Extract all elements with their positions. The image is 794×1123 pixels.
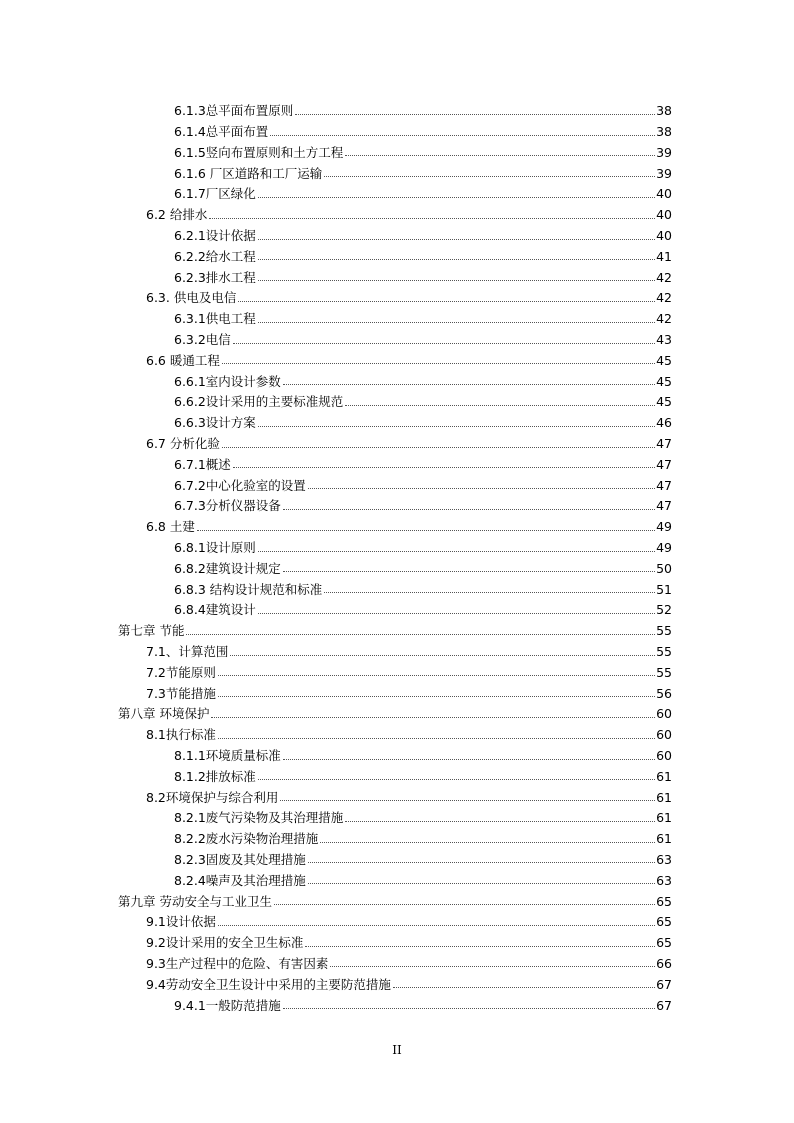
toc-entry-title: 6.3. 供电及电信 xyxy=(146,290,237,306)
toc-entry-title: 6.1.5竖向布置原则和土方工程 xyxy=(174,144,344,160)
toc-entry-title: 9.3生产过程中的危险、有害因素 xyxy=(146,955,329,971)
toc-entry-title: 6.1.4总平面布置 xyxy=(174,124,269,140)
page-number: II xyxy=(392,1043,402,1057)
toc-entry-title: 6.7.3分析仪器设备 xyxy=(174,498,281,514)
toc-entry-page: 41 xyxy=(656,248,672,264)
toc-entry-page: 42 xyxy=(656,311,672,327)
toc-entry-page: 61 xyxy=(656,789,672,805)
toc-entry[interactable] xyxy=(0,243,794,264)
toc-entry-title: 6.6.2设计采用的主要标准规范 xyxy=(174,394,344,410)
toc-entry-page: 65 xyxy=(656,914,672,930)
dot-leader xyxy=(222,363,655,364)
toc-entry-page: 46 xyxy=(656,415,672,431)
toc-entry[interactable] xyxy=(0,534,794,555)
toc-entry-title: 6.1.3总平面布置原则 xyxy=(174,103,294,119)
toc-entry-title: 8.2.4噪声及其治理措施 xyxy=(174,872,306,888)
toc-entry[interactable] xyxy=(0,513,794,534)
toc-entry[interactable] xyxy=(0,638,794,659)
toc-entry[interactable] xyxy=(0,201,794,222)
dot-leader xyxy=(305,946,655,947)
toc-entry-title: 6.6.1室内设计参数 xyxy=(174,373,281,389)
toc-entry-title: 6.3.1供电工程 xyxy=(174,311,256,327)
toc-entry[interactable] xyxy=(0,284,794,305)
toc-entry-page: 40 xyxy=(656,186,672,202)
table-of-contents xyxy=(0,97,794,1012)
toc-entry-page: 38 xyxy=(656,124,672,140)
toc-entry-page: 63 xyxy=(656,851,672,867)
toc-entry-page: 51 xyxy=(656,581,672,597)
toc-entry[interactable] xyxy=(0,700,794,721)
dot-leader xyxy=(330,966,655,967)
dot-leader xyxy=(218,675,655,676)
dot-leader xyxy=(258,259,655,260)
toc-entry[interactable] xyxy=(0,659,794,680)
toc-entry-title: 9.2设计采用的安全卫生标准 xyxy=(146,935,304,951)
toc-entry[interactable] xyxy=(0,139,794,160)
toc-entry[interactable] xyxy=(0,825,794,846)
toc-entry-title: 6.8.1设计原则 xyxy=(174,540,256,556)
toc-entry[interactable] xyxy=(0,887,794,908)
dot-leader xyxy=(233,467,655,468)
toc-entry-page: 63 xyxy=(656,872,672,888)
toc-entry-title: 7.2节能原则 xyxy=(146,664,216,680)
dot-leader xyxy=(211,717,655,718)
toc-entry[interactable] xyxy=(0,97,794,118)
dot-leader xyxy=(186,634,655,635)
toc-entry-page: 60 xyxy=(656,748,672,763)
toc-entry[interactable] xyxy=(0,575,794,596)
toc-entry[interactable] xyxy=(0,159,794,180)
toc-entry[interactable] xyxy=(0,222,794,243)
toc-entry-title: 6.2.2给水工程 xyxy=(174,248,256,264)
dot-leader xyxy=(280,800,655,801)
toc-entry[interactable] xyxy=(0,929,794,950)
toc-entry-title: 9.4劳动安全卫生设计中采用的主要防范措施 xyxy=(146,976,391,992)
toc-entry[interactable] xyxy=(0,617,794,638)
dot-leader xyxy=(258,613,655,614)
toc-entry-page: 56 xyxy=(656,685,672,701)
dot-leader xyxy=(283,571,655,572)
toc-entry-page: 67 xyxy=(656,976,672,992)
toc-entry-page: 40 xyxy=(656,228,672,244)
toc-entry-title: 6.1.6 厂区道路和工厂运输 xyxy=(174,165,323,181)
dot-leader xyxy=(345,821,655,822)
toc-entry-title: 8.2.3固废及其处理措施 xyxy=(174,851,306,867)
toc-entry-page: 67 xyxy=(656,997,672,1013)
toc-entry-title: 6.1.7厂区绿化 xyxy=(174,186,256,202)
toc-entry-page: 47 xyxy=(656,436,672,452)
toc-entry-page: 47 xyxy=(656,456,672,472)
toc-entry-page: 38 xyxy=(656,103,672,119)
dot-leader xyxy=(393,987,655,988)
toc-entry-title: 第七章 节能 xyxy=(118,623,185,639)
toc-entry-title: 8.1.1环境质量标准 xyxy=(174,748,281,763)
dot-leader xyxy=(222,447,655,448)
toc-entry-title: 6.8.4建筑设计 xyxy=(174,602,256,618)
dot-leader xyxy=(345,155,655,156)
dot-leader xyxy=(283,509,655,510)
dot-leader xyxy=(218,696,655,697)
toc-entry-page: 47 xyxy=(656,498,672,514)
toc-entry-page: 40 xyxy=(656,207,672,223)
dot-leader xyxy=(308,488,655,489)
dot-leader xyxy=(308,883,655,884)
toc-entry-title: 6.8.3 结构设计规范和标准 xyxy=(174,581,323,597)
toc-entry-page: 61 xyxy=(656,768,672,784)
toc-entry-page: 43 xyxy=(656,332,672,348)
dot-leader xyxy=(258,239,655,240)
dot-leader xyxy=(258,197,655,198)
toc-entry-title: 8.1执行标准 xyxy=(146,727,216,743)
toc-entry-page: 49 xyxy=(656,540,672,556)
dot-leader xyxy=(258,779,655,780)
toc-entry-page: 55 xyxy=(656,644,672,660)
toc-entry-page: 55 xyxy=(656,664,672,680)
toc-entry-title: 9.1设计依据 xyxy=(146,914,216,930)
toc-entry-title: 6.8 土建 xyxy=(146,519,195,535)
toc-entry-title: 7.3节能措施 xyxy=(146,685,216,701)
dot-leader xyxy=(320,842,655,843)
toc-entry[interactable] xyxy=(0,263,794,284)
toc-entry[interactable] xyxy=(0,118,794,139)
toc-entry-title: 6.2.3排水工程 xyxy=(174,269,256,285)
dot-leader xyxy=(283,384,655,385)
toc-entry-title: 8.2环境保护与综合利用 xyxy=(146,789,279,805)
dot-leader xyxy=(258,280,655,281)
toc-entry-page: 65 xyxy=(656,935,672,951)
dot-leader xyxy=(345,405,655,406)
toc-entry[interactable] xyxy=(0,555,794,576)
toc-entry-page: 52 xyxy=(656,602,672,618)
toc-entry-page: 47 xyxy=(656,477,672,493)
toc-entry-title: 6.2 给排水 xyxy=(146,207,208,223)
toc-entry-page: 42 xyxy=(656,269,672,285)
toc-entry[interactable] xyxy=(0,679,794,700)
dot-leader xyxy=(258,426,655,427)
toc-entry[interactable] xyxy=(0,451,794,472)
toc-entry[interactable] xyxy=(0,970,794,991)
dot-leader xyxy=(218,738,655,739)
toc-entry[interactable] xyxy=(0,180,794,201)
dot-leader xyxy=(218,925,655,926)
toc-entry-title: 8.1.2排放标准 xyxy=(174,768,256,784)
dot-leader xyxy=(324,592,655,593)
toc-entry-page: 42 xyxy=(656,290,672,306)
toc-entry[interactable] xyxy=(0,347,794,368)
toc-entry[interactable] xyxy=(0,388,794,409)
toc-entry[interactable] xyxy=(0,409,794,430)
dot-leader xyxy=(324,176,655,177)
dot-leader xyxy=(258,551,655,552)
toc-entry[interactable] xyxy=(0,596,794,617)
toc-entry-page: 55 xyxy=(656,623,672,639)
toc-entry[interactable] xyxy=(0,471,794,492)
toc-entry-title: 8.2.1废气污染物及其治理措施 xyxy=(174,810,344,826)
dot-leader xyxy=(270,135,655,136)
dot-leader xyxy=(295,114,655,115)
dot-leader xyxy=(308,862,655,863)
toc-entry-page: 39 xyxy=(656,144,672,160)
toc-entry-page: 60 xyxy=(656,706,672,722)
dot-leader xyxy=(283,759,655,760)
dot-leader xyxy=(274,904,655,905)
dot-leader xyxy=(197,530,655,531)
toc-entry[interactable] xyxy=(0,721,794,742)
toc-entry[interactable] xyxy=(0,742,794,763)
toc-entry[interactable] xyxy=(0,846,794,867)
dot-leader xyxy=(258,322,655,323)
toc-entry[interactable] xyxy=(0,326,794,347)
dot-leader xyxy=(230,655,655,656)
toc-entry-page: 66 xyxy=(656,955,672,971)
dot-leader xyxy=(209,218,655,219)
dot-leader xyxy=(233,343,655,344)
toc-entry[interactable] xyxy=(0,804,794,825)
toc-entry[interactable] xyxy=(0,783,794,804)
toc-entry-page: 60 xyxy=(656,727,672,743)
toc-entry-title: 第九章 劳动安全与工业卫生 xyxy=(118,893,272,909)
toc-entry[interactable] xyxy=(0,430,794,451)
toc-entry-title: 6.7 分析化验 xyxy=(146,436,220,452)
toc-entry-page: 45 xyxy=(656,352,672,368)
toc-entry-page: 61 xyxy=(656,810,672,826)
toc-entry[interactable] xyxy=(0,367,794,388)
toc-entry-page: 49 xyxy=(656,519,672,535)
toc-entry-title: 6.2.1设计依据 xyxy=(174,228,256,244)
toc-entry[interactable] xyxy=(0,866,794,887)
dot-leader xyxy=(283,1008,655,1009)
toc-entry-title: 6.6 暖通工程 xyxy=(146,352,220,368)
toc-entry-title: 6.6.3设计方案 xyxy=(174,415,256,431)
toc-entry[interactable] xyxy=(0,763,794,784)
toc-entry-page: 61 xyxy=(656,831,672,847)
toc-entry[interactable] xyxy=(0,950,794,971)
toc-entry-title: 6.3.2电信 xyxy=(174,332,231,348)
toc-entry-page: 39 xyxy=(656,165,672,181)
toc-entry[interactable] xyxy=(0,305,794,326)
toc-entry-page: 50 xyxy=(656,560,672,576)
dot-leader xyxy=(238,301,655,302)
toc-entry[interactable] xyxy=(0,492,794,513)
toc-entry-title: 7.1、计算范围 xyxy=(146,644,229,660)
toc-entry-title: 9.4.1一般防范措施 xyxy=(174,997,281,1013)
toc-entry-page: 65 xyxy=(656,893,672,909)
toc-entry-title: 6.7.1概述 xyxy=(174,456,231,472)
toc-entry-title: 6.8.2建筑设计规定 xyxy=(174,560,281,576)
toc-entry[interactable] xyxy=(0,908,794,929)
toc-entry-page: 45 xyxy=(656,394,672,410)
toc-entry-page: 45 xyxy=(656,373,672,389)
toc-entry[interactable] xyxy=(0,991,794,1012)
toc-entry-title: 6.7.2中心化验室的设置 xyxy=(174,477,306,493)
toc-entry-title: 8.2.2废水污染物治理措施 xyxy=(174,831,319,847)
toc-entry-title: 第八章 环境保护 xyxy=(118,706,210,722)
